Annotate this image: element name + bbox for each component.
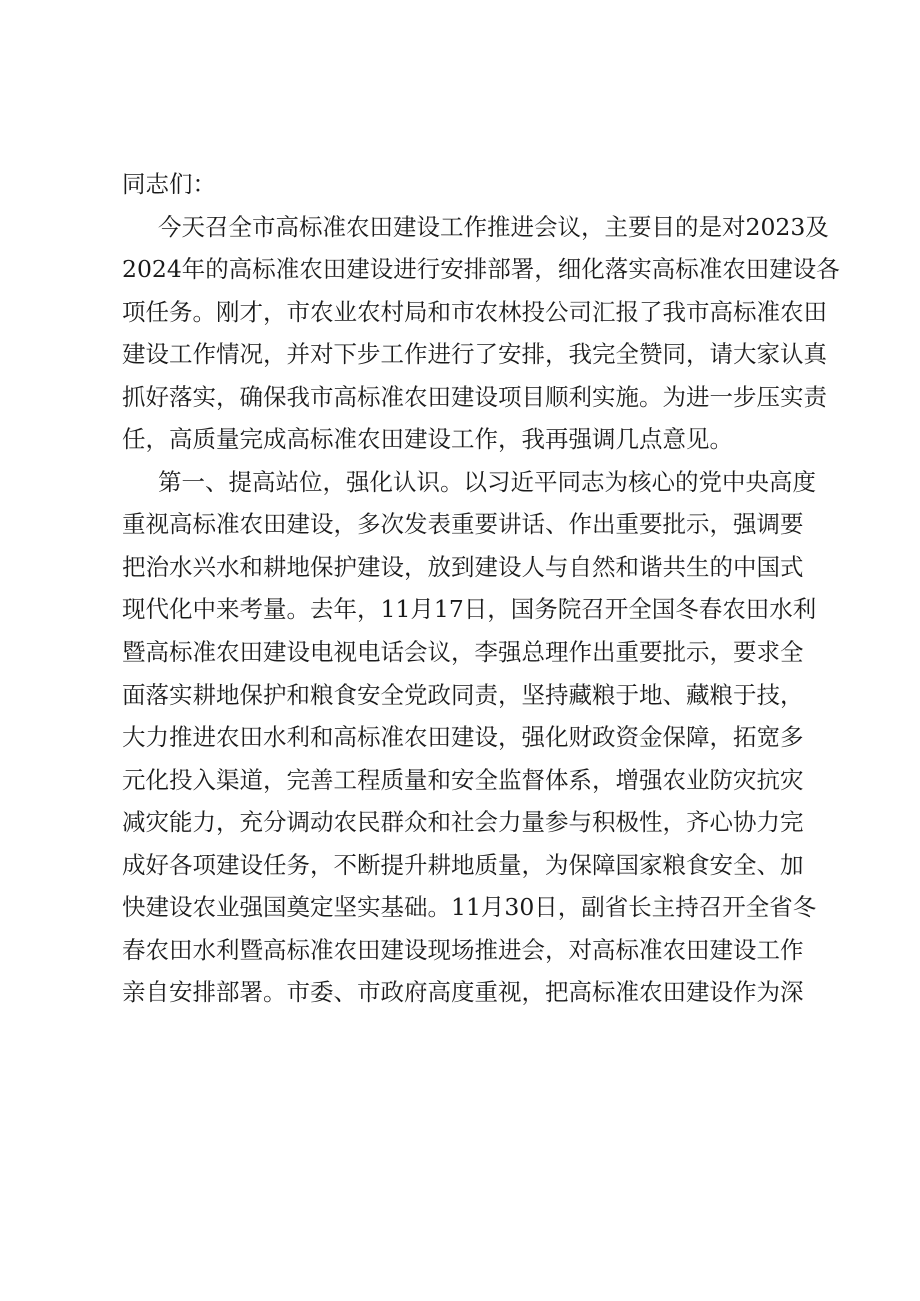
text-line: 项任务。刚才，市农业农村局和市农林投公司汇报了我市高标准农田 bbox=[122, 297, 827, 326]
text-line: 现代化中来考量。去年，11月17日，国务院召开全国冬春农田水利 bbox=[122, 595, 817, 624]
text-line: 成好各项建设任务，不断提升耕地质量，为保障国家粮食安全、加 bbox=[122, 850, 804, 879]
text-line: 今天召全市高标准农田建设工作推进会议，主要目的是对2023及 bbox=[158, 212, 829, 241]
text-line: 面落实耕地保护和粮食安全党政同责，坚持藏粮于地、藏粮于技， bbox=[122, 680, 804, 709]
text-line: 快建设农业强国奠定坚实基础。11月30日，副省长主持召开全省冬 bbox=[122, 893, 817, 922]
paragraph-2 bbox=[122, 461, 817, 1014]
text-line: 建设工作情况，并对下步工作进行了安排，我完全赞同，请大家认真 bbox=[122, 340, 827, 369]
document-body bbox=[122, 163, 840, 1014]
text-line: 暨高标准农田建设电视电话会议，李强总理作出重要批示，要求全 bbox=[122, 638, 804, 667]
text-line: 大力推进农田水利和高标准农田建设，强化财政资金保障，拓宽多 bbox=[122, 723, 804, 752]
text-line: 春农田水利暨高标准农田建设现场推进会，对高标准农田建设工作 bbox=[122, 935, 804, 964]
paragraph-1 bbox=[122, 206, 840, 461]
text-line: 任，高质量完成高标准农田建设工作，我再强调几点意见。 bbox=[122, 425, 733, 454]
text-line: 减灾能力，充分调动农民群众和社会力量参与积极性，齐心协力完 bbox=[122, 808, 804, 837]
text-line: 2024年的高标准农田建设进行安排部署，细化落实高标准农田建设各 bbox=[122, 255, 840, 284]
text-line: 重视高标准农田建设，多次发表重要讲话、作出重要批示，强调要 bbox=[122, 510, 804, 539]
text-line: 亲自安排部署。市委、市政府高度重视，把高标准农田建设作为深 bbox=[122, 978, 804, 1007]
salutation: 同志们： bbox=[122, 170, 216, 198]
text-line: 第一、提高站位，强化认识。以习近平同志为核心的党中央高度 bbox=[158, 467, 816, 496]
text-line: 抓好落实，确保我市高标准农田建设项目顺利实施。为进一步压实责 bbox=[122, 382, 827, 411]
text-line: 把治水兴水和耕地保护建设，放到建设人与自然和谐共生的中国式 bbox=[122, 552, 804, 581]
text-line: 元化投入渠道，完善工程质量和安全监督体系，增强农业防灾抗灾 bbox=[122, 765, 804, 794]
